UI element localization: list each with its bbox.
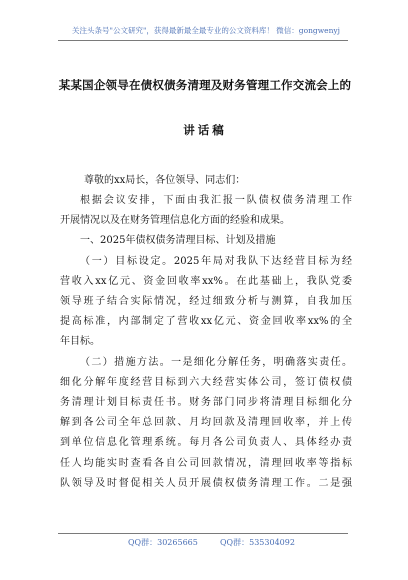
body-line: （一）目标设定。2025年局对我队下达经营目标为经 bbox=[80, 255, 352, 267]
document-title-continued: 讲话稿 bbox=[183, 123, 227, 137]
header-notice: 关注头条号"公文研究"，获得最新最全最专业的公文资料库！ 微信：gongwenyj bbox=[72, 26, 340, 35]
body-line: 到单位信息化管理系统。每月各公司负责人、具体经办责 bbox=[60, 437, 352, 449]
footer-qq-group-left: QQ群：30265665 bbox=[128, 538, 198, 547]
body-line: 领导班子结合实际情况，经过细致分析与测算，自我加压 bbox=[60, 296, 352, 308]
footer-divider bbox=[58, 533, 348, 534]
document-title: 某某国企领导在债权债务清理及财务管理工作交流会上的 bbox=[58, 78, 352, 92]
body-line: 务清理计划目标责任书。财务部门同步将清理目标细化分 bbox=[60, 397, 352, 409]
body-line: （二）措施方法。一是细化分解任务，明确落实责任。 bbox=[80, 356, 352, 368]
footer-qq-group-right: QQ群：535304092 bbox=[220, 538, 295, 547]
salutation: 尊敬的xx局长，各位领导、同志们： bbox=[84, 175, 246, 186]
header-divider bbox=[58, 40, 348, 41]
body-line: 年目标。 bbox=[60, 336, 100, 348]
body-line: 提高标准，内部制定了营收xx亿元、资金回收率xx%的全 bbox=[60, 316, 352, 328]
body-line: 队领导及时督促相关人员开展债权债务清理工作。二是强 bbox=[60, 477, 352, 489]
body-line: 开展情况以及在财务管理信息化方面的经验和成果。 bbox=[60, 215, 290, 227]
body-line: 营收入xx亿元、资金回收率xx%。在此基础上，我队党委 bbox=[60, 275, 352, 287]
document-body bbox=[60, 191, 352, 494]
body-line: 解到各公司全年总回款、月均回款及清理回收率，并上传 bbox=[60, 417, 352, 429]
body-line: 细化分解年度经营目标到六大经营实体公司，签订债权债 bbox=[60, 376, 352, 388]
body-line: 任人均能实时查看各自公司回款情况，清理回收率等指标 bbox=[60, 457, 352, 469]
body-line: 一、2025年债权债务清理目标、计划及措施 bbox=[80, 235, 276, 247]
body-line: 根据会议安排，下面由我汇报一队债权债务清理工作 bbox=[80, 195, 352, 206]
